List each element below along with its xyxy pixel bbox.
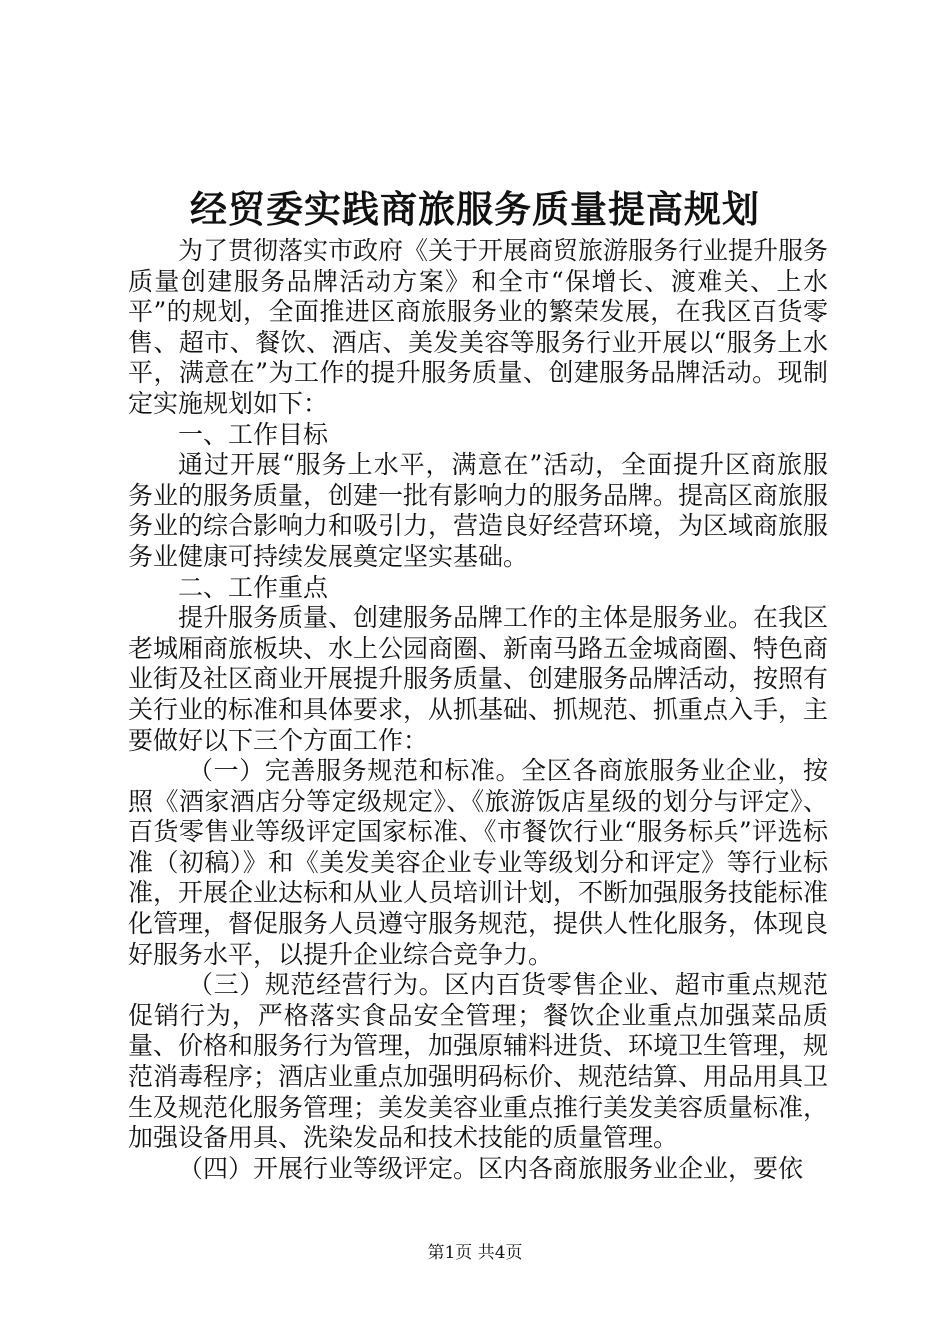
intro-paragraph: 为了贯彻落实市政府《关于开展商贸旅游服务行业提升服务质量创建服务品牌活动方案》和全市“保增长、渡难关、上水平”的规划，全面推进区商旅服务业的繁荣发展，在我区百货零售、超市、餐饮、酒店、美发美容等服务行业开展以“服务上水平，满意在”为工作的提升服务质量、创建服务品牌活动。现制定实施规划如下： — [128, 236, 829, 418]
goals-paragraph: 通过开展“服务上水平，满意在”活动，全面提升区商旅服务业的服务质量，创建一批有影响力的服务品牌。提高区商旅服务业的综合影响力和吸引力，营造良好经营环境，为区域商旅服务业健康可持续发展奠定坚实基础。 — [128, 450, 829, 571]
item-one-paragraph: （一）完善服务规范和标准。全区各商旅服务业企业，按照《酒家酒店分等定级规定》、《旅游饭店星级的划分与评定》、百货零售业等级评定国家标准、《市餐饮行业“服务标兵”评选标准（初稿）》和《美发美容企业专业等级划分和评定》等行业标准，开展企业达标和从业人员培训计划，不断加强服务技能标准化管理，督促服务人员遵守服务规范，提供人性化服务，体现良好服务水平，以提升企业综合竞争力。 — [128, 756, 829, 969]
section-heading-focus: 二、工作重点 — [178, 572, 329, 602]
item-four-paragraph: （四）开展行业等级评定。区内各商旅服务业企业，要依 — [178, 1153, 804, 1183]
item-three-paragraph: （三）规范经营行为。区内百货零售企业、超市重点规范促销行为，严格落实食品安全管理；餐饮企业重点加强菜品质量、价格和服务行为管理，加强原辅料进货、环境卫生管理，规范消毒程序；酒店业重点加强明码标价、规范结算、用品用具卫生及规范化服务管理；美发美容业重点推行美发美容质量标准，加强设备用具、洗染发品和技术技能的质量管理。 — [128, 970, 829, 1153]
section-heading-goals: 一、工作目标 — [178, 419, 329, 449]
document-title: 经贸委实践商旅服务质量提高规划 — [190, 187, 760, 231]
page-number-footer: 第1页 共4页 — [427, 1243, 523, 1263]
document-body — [128, 236, 828, 1184]
focus-paragraph: 提升服务质量、创建服务品牌工作的主体是服务业。在我区老城厢商旅板块、水上公园商圈、新南马路五金城商圈、特色商业街及社区商业开展提升服务质量、创建服务品牌活动，按照有关行业的标准和具体要求，从抓基础、抓规范、抓重点入手，主要做好以下三个方面工作： — [128, 603, 829, 755]
